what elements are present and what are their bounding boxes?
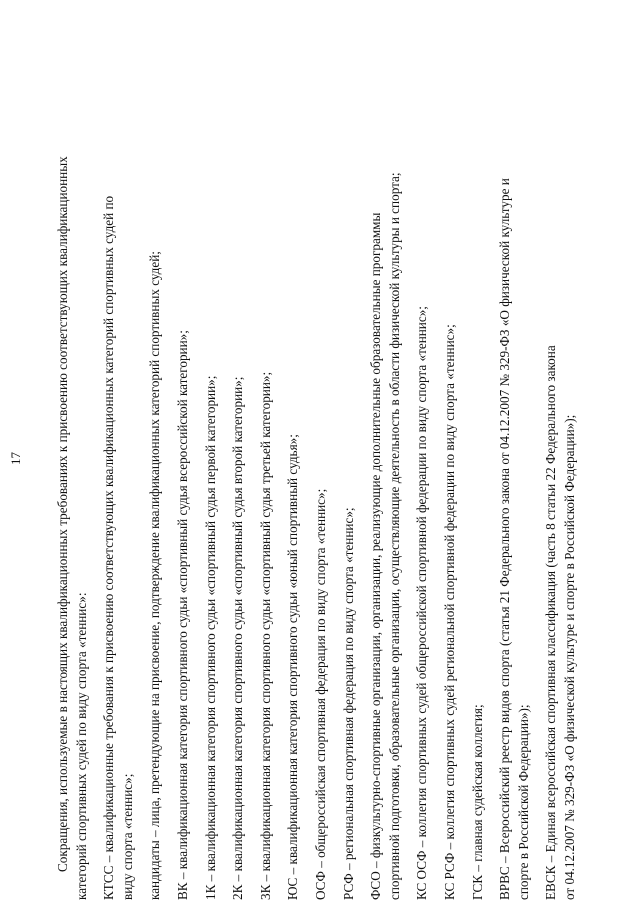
abbreviation-entry-kandidaty bbox=[146, 40, 165, 900]
text-line: РСФ – региональная спортивная федерация по виду спорта «теннис»; bbox=[340, 507, 356, 900]
abbreviation-entry-vk bbox=[174, 40, 193, 900]
text-line: 1К – квалификационная категория спортивного судьи «спортивный судья первой категории»; bbox=[202, 375, 218, 900]
text-line: КС ОСФ – коллегия спортивных судей общероссийской спортивной федерации по виду спорта «теннис»; bbox=[414, 306, 430, 900]
text-line: ВРВС – Всероссийский реестр видов спорта (статья 21 Федерального закона от 04.12.2007 № 329-ФЗ «О физической культуре и bbox=[497, 178, 513, 900]
text-line: спорте в Российской Федерации»); bbox=[515, 704, 531, 900]
abbreviation-entry-rsf bbox=[340, 40, 359, 900]
text-line: КС РСФ – коллегия спортивных судей региональной спортивной федерации по виду спорта «теннис»; bbox=[441, 324, 457, 900]
text-line: ВК – квалификационная категория спортивного судьи «спортивный судья всероссийской категории»; bbox=[174, 330, 190, 900]
text-line: ЕВСК – Единая всероссийская спортивная классификация (часть 8 статьи 22 Федерального закона bbox=[543, 345, 559, 900]
text-line: виду спорта «теннис»; bbox=[119, 773, 135, 900]
text-line: категорий спортивных судей по виду спорта «теннис»: bbox=[73, 592, 89, 900]
abbreviation-entry-osf bbox=[312, 40, 331, 900]
intro-paragraph bbox=[54, 40, 91, 900]
abbreviations-list bbox=[54, 40, 579, 900]
abbreviation-entry-yus bbox=[284, 40, 303, 900]
text-line: ЮС – квалификационная категория спортивного судьи «юный спортивный судья»; bbox=[285, 434, 301, 900]
text-line: 3К – квалификационная категория спортивного судьи «спортивный судья третьей категории»; bbox=[257, 371, 273, 900]
abbreviation-entry-ks-osf bbox=[413, 40, 432, 900]
text-line: ОСФ – общероссийская спортивная федерация по виду спорта «теннис»; bbox=[312, 488, 328, 900]
abbreviation-entry-vrvs bbox=[496, 40, 533, 900]
text-line: КТСС – квалификационные требования к присвоению соответствующих квалификационных категорий спортивных судей по bbox=[101, 195, 117, 900]
abbreviation-entry-gsk bbox=[469, 40, 488, 900]
text-line: 2К – квалификационная категория спортивного судьи «спортивный судья второй категории»; bbox=[230, 376, 246, 900]
page-number: 17 bbox=[8, 452, 23, 465]
text-line: спортивной подготовки, образовательные организации, осуществляющие деятельность в области физической культуры и спорта; bbox=[386, 172, 402, 900]
text-line: ФСО – физкультурно-спортивные организации, организации, реализующие дополнительные образовательные программы bbox=[368, 212, 384, 900]
abbreviation-entry-ktss bbox=[100, 40, 137, 900]
text-line: Сокращения, используемые в настоящих квалификационных требованиях к присвоению соответствующих квалификационных bbox=[55, 156, 70, 872]
text-line: кандидаты – лица, претендующие на присвоение, подтверждение квалификационных категорий спортивных судей; bbox=[147, 251, 163, 900]
abbreviation-entry-ks-rsf bbox=[441, 40, 460, 900]
text-line: от 04.12.2007 № 329-ФЗ «О физической культуре и спорте в Российской Федерации»); bbox=[561, 414, 577, 900]
abbreviation-entry-fso bbox=[367, 40, 404, 900]
abbreviation-entry-1k bbox=[202, 40, 221, 900]
abbreviation-entry-2k bbox=[229, 40, 248, 900]
abbreviation-entry-evsk bbox=[542, 40, 579, 900]
text-line: ГСК – главная судейская коллегия; bbox=[469, 704, 485, 900]
abbreviation-entry-3k bbox=[257, 40, 276, 900]
